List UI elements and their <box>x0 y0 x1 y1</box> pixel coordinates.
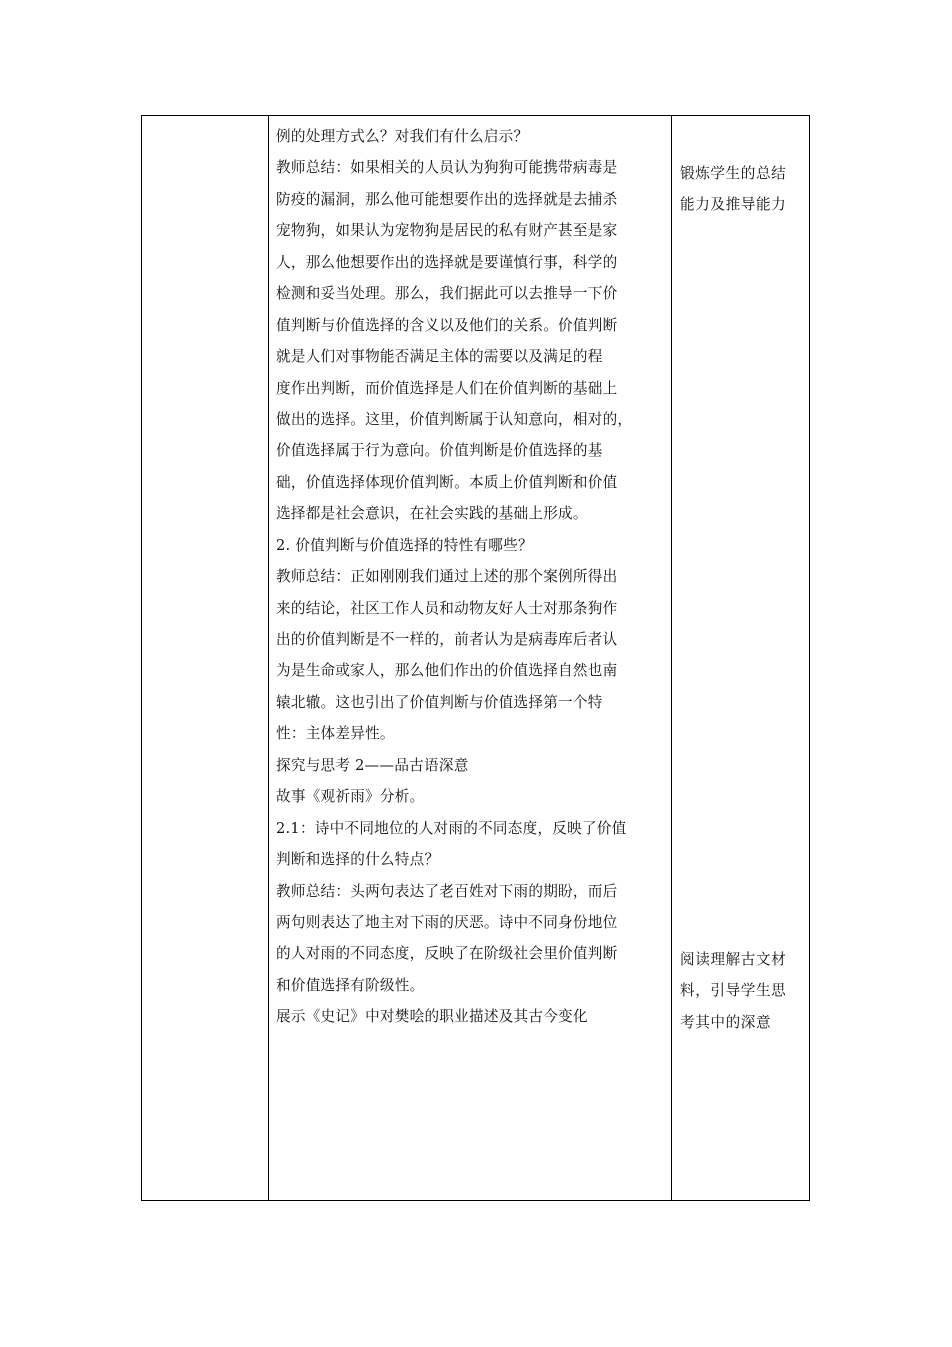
text-line: 教师总结：头两句表达了老百姓对下雨的期盼，而后 <box>276 882 618 900</box>
text-line: 出的价值判断是不一样的，前者认为是病毒库后者认 <box>276 631 618 648</box>
text-line: 为是生命或家人，那么他们作出的价值选择自然也南 <box>276 662 618 680</box>
text-line: 性：主体差异性。 <box>276 725 395 743</box>
text-line: 2. 价值判断与价值选择的特性有哪些？ <box>276 536 533 554</box>
text-line: 2.1：诗中不同地位的人对雨的不同态度，反映了价值 <box>276 819 627 837</box>
text-line: 的人对雨的不同态度，反映了在阶级社会里价值判断 <box>276 945 618 963</box>
design-note-line: 阅读理解古文材 <box>680 951 787 968</box>
design-note-summary <box>680 158 786 221</box>
text-line: 宠物狗，如果认为宠物狗是居民的私有财产甚至是家 <box>276 222 618 240</box>
text-line: 检测和妥当处理。那么，我们据此可以去推导一下价 <box>276 285 618 303</box>
text-line: 教师总结：如果相关的人员认为狗狗可能携带病毒是 <box>276 159 618 177</box>
design-note-line: 考其中的深意 <box>680 1013 772 1031</box>
text-line: 辕北辙。这也引出了价值判断与价值选择第一个特 <box>276 693 603 711</box>
text-line: 人，那么他想要作出的选择就是要谨慎行事，科学的 <box>276 253 618 271</box>
text-line: 就是人们对事物能否满足主体的需要以及满足的程 <box>276 348 603 366</box>
text-line: 础，价值选择体现价值判断。本质上价值判断和价值 <box>276 473 618 491</box>
text-line: 防疫的漏洞，那么他可能想要作出的选择就是去捕杀 <box>276 190 618 208</box>
text-line: 探究与思考 2——品古语深意 <box>276 756 469 774</box>
text-line: 值判断与价值选择的含义以及他们的关系。价值判断 <box>276 316 618 334</box>
text-line: 教师总结：正如刚刚我们通过上述的那个案例所得出 <box>276 568 618 586</box>
text-line: 来的结论，社区工作人员和动物友好人士对那条狗作 <box>276 599 618 617</box>
design-note-line: 锻炼学生的总结 <box>680 165 787 182</box>
lesson-table <box>141 115 810 1201</box>
text-line: 两句则表达了地主对下雨的厌恶。诗中不同身份地位 <box>276 913 618 931</box>
design-note-line: 能力及推导能力 <box>680 196 787 214</box>
column-divider-left <box>268 116 269 1200</box>
design-note-line: 料，引导学生思 <box>680 982 787 1000</box>
text-line: 故事《观祈雨》分析。 <box>276 788 425 806</box>
text-line: 展示《史记》中对樊哙的职业描述及其古今变化 <box>276 1008 588 1026</box>
text-line: 和价值选择有阶级性。 <box>276 976 425 994</box>
text-line: 例的处理方式么？对我们有什么启示？ <box>276 128 529 145</box>
text-line: 度作出判断，而价值选择是人们在价值判断的基础上 <box>276 379 618 397</box>
text-line: 做出的选择。这里，价值判断属于认知意向，相对的， <box>276 410 633 428</box>
design-note-reading <box>680 944 786 1038</box>
text-line: 判断和选择的什么特点？ <box>276 851 440 869</box>
teaching-process-column <box>276 116 674 1033</box>
text-line: 价值选择属于行为意向。价值判断是价值选择的基 <box>276 442 603 460</box>
text-line: 选择都是社会意识，在社会实践的基础上形成。 <box>276 505 588 523</box>
